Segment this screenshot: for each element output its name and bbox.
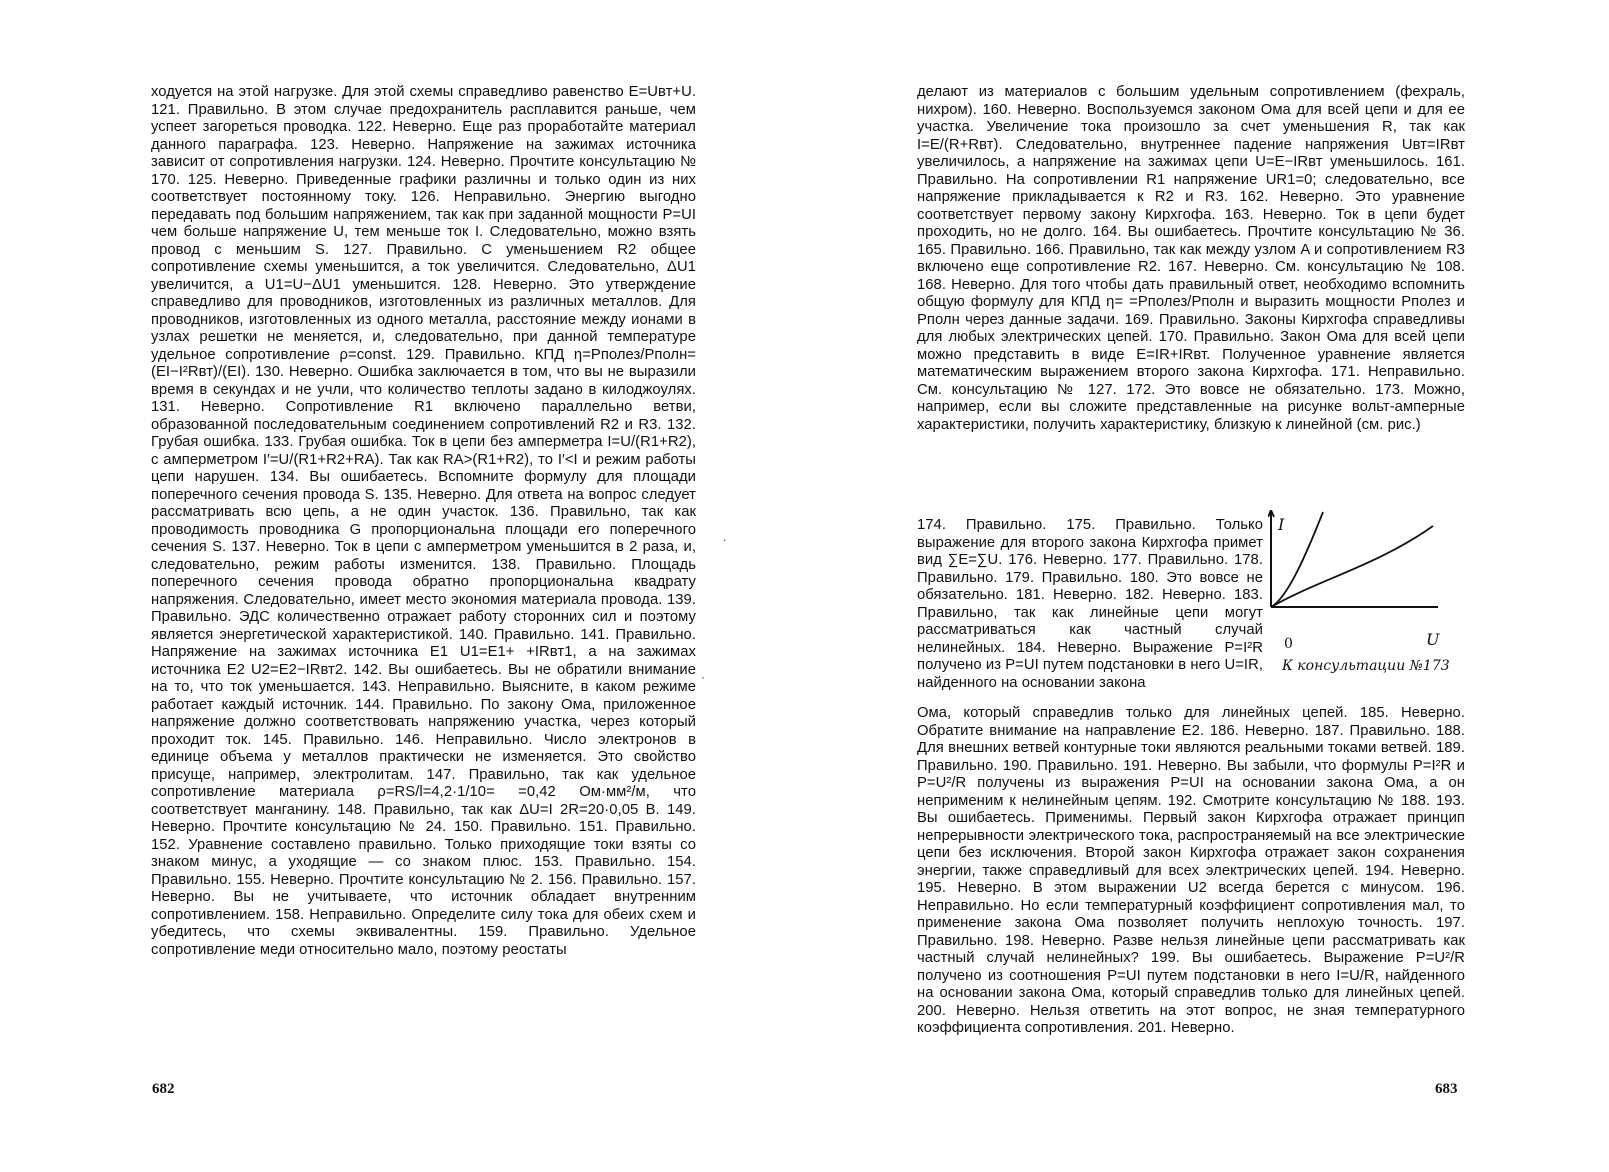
volt-ampere-figure [1268, 510, 1473, 685]
margin-mark: . [723, 530, 727, 544]
right-page-text-beside-figure: 174. Правильно. 175. Правильно. Только выражение для второго закона Кирхгофа примет вид ∑E=∑U. 176. Неверно. 177. Правильно. 178. Правильно. 179. Правильно. 180. Это вовсе не обязательно. 181. Неверно. 182. Неверно. 183. Правильно, так как линейные цепи могут рассматриваться как частный случай нелинейных. 184. Неверно. Выражение P=I²R получено из P=UI путем подстановки в него U=IR, найденного на основании закона [917, 517, 1263, 691]
figure-caption: К консультации №173 [1282, 658, 1450, 674]
page-number-right: 683 [1435, 1081, 1458, 1097]
axis-i-label: I [1278, 515, 1285, 534]
origin-label: 0 [1284, 636, 1293, 652]
right-page-text-top: делают из материалов с большим удельным сопротивлением (фехраль, нихром). 160. Неверно. Воспользуемся законом Ома для всей цепи и для ее участка. Увеличение тока произошло за счет уменьшения R, так как I=E/(R+Rвт). Следовательно, внутреннее падение напряжения Uвт=IRвт увеличилось, а напряжение на зажимах цепи U=E−IRвт уменьшилось. 161. Правильно. На сопротивлении R1 напряжение UR1=0; следовательно, все напряжение прикладывается к R2 и R3. 162. Неверно. Это уравнение соответствует первому закону Кирхгофа. 163. Неверно. Ток в цепи будет проходить, но не долго. 164. Вы ошибаетесь. Прочтите консультацию № 36. 165. Правильно. 166. Правильно, так как между узлом A и сопротивлением R3 включено еще сопротивление R2. 167. Неверно. См. консультацию № 108. 168. Неверно. Для того чтобы дать правильный ответ, необходимо вспомнить общую формулу для КПД η= =Pполез/Pполн и выразить мощности Pполез и Pполн через данные задачи. 169. Правильно. Законы Кирхгофа справедливы для любых электрических цепей. 170. Правильно. Закон Ома для всей цепи можно представить в виде E=IR+IRвт. Полученное уравнение является математическим выражением второго закона Кирхгофа. 171. Неправильно. См. консультацию № 127. 172. Это вовсе не обязательно. 173. Можно, например, если вы сложите представленные на рисунке вольт-амперные характеристики, получить характеристику, близкую к линейной (см. рис.) [917, 84, 1465, 433]
left-page-text: ходуется на этой нагрузке. Для этой схемы справедливо равенство E=Uвт+U. 121. Правильно. В этом случае предохранитель расплавится раньше, чем успеет загореться проводка. 122. Неверно. Еще раз проработайте материал данного параграфа. 123. Неверно. Напряжение на зажимах источника зависит от сопротивления нагрузки. 124. Неверно. Прочтите консультацию № 170. 125. Неверно. Приведенные графики различны и только один из них соответствует постоянному току. 126. Неправильно. Энергию выгодно передавать под большим напряжением, так как при заданной мощности P=UI чем больше напряжение U, тем меньше ток I. Следовательно, можно взять провод с меньшим S. 127. Правильно. С уменьшением R2 общее сопротивление схемы уменьшится, а ток увеличится. Следовательно, ΔU1 увеличится, а U1=U−ΔU1 уменьшится. 128. Неверно. Это утверждение справедливо для проводников, изготовленных из различных металлов. Для проводников, изготовленных из одного металла, расстояние между ионами в узлах решетки не меняется, и, следовательно, при данной температуре удельное сопротивление ρ=const. 129. Правильно. КПД η=Pполез/Pполн=(EI−I²Rвт)/(EI). 130. Неверно. Ошибка заключается в том, что вы не выразили время в секундах и не учли, что количество теплоты задано в килоджоулях. 131. Неверно. Сопротивление R1 включено параллельно ветви, образованной последовательным соединением сопротивлений R2 и R3. 132. Грубая ошибка. 133. Грубая ошибка. Ток в цепи без амперметра I=U/(R1+R2), с амперметром I′=U/(R1+R2+RA). Так как RA>(R1+R2), то I′<I и режим работы цепи нарушен. 134. Вы ошибаетесь. Вспомните формулу для площади поперечного сечения провода S. 135. Неверно. Для ответа на вопрос следует рассматривать всю цепь, а не один участок. 136. Правильно, так как проводимость проводника G пропорциональна площади его поперечного сечения S. 137. Неверно. Ток в цепи с амперметром уменьшится в 2 раза, и, следовательно, режим работы изменится. 138. Правильно. Площадь поперечного сечения провода обратно пропорциональна квадрату напряжения. Следовательно, имеет место экономия материала провода. 139. Правильно. ЭДС количественно отражает работу сторонних сил и поэтому является энергетической характеристикой. 140. Правильно. 141. Правильно. Напряжение на зажимах источника E1 U1=E1+ +IRвт1, а на зажимах источника E2 U2=E2−IRвт2. 142. Вы ошибаетесь. Вы не обратили внимание на то, что ток уменьшается. 143. Неправильно. Выясните, в каком режиме работает каждый источник. 144. Правильно. По закону Ома, приложенное напряжение должно соответствовать напряжению участка, через который проходит ток. 145. Правильно. 146. Неправильно. Число электронов в единице объема у металлов практически не изменяется. Это свойство присуще, например, электролитам. 147. Правильно, так как удельное сопротивление материала ρ=RS/l=4,2·1/10= =0,42 Ом·мм²/м, что соответствует манганину. 148. Правильно, так как ΔU=I 2R=20·0,05 В. 149. Неверно. Прочтите консультацию № 24. 150. Правильно. 151. Правильно. 152. Уравнение составлено правильно. Только приходящие токи взяты со знаком минус, а уходящие — со знаком плюс. 153. Правильно. 154. Правильно. 155. Неверно. Прочтите консультацию № 2. 156. Правильно. 157. Неверно. Вы не учитываете, что источник обладает внутренним сопротивлением. 158. Неправильно. Определите силу тока для обеих схем и убедитесь, что схемы эквивалентны. 159. Правильно. Удельное сопротивление меди относительно мало, поэтому реостаты [151, 84, 696, 958]
margin-mark: · [701, 670, 705, 684]
right-page-text-bottom: Ома, который справедлив только для линейных цепей. 185. Неверно. Обратите внимание на направление E2. 186. Неверно. 187. Правильно. 188. Для внешних ветвей контурные токи являются реальными токами ветвей. 189. Правильно. 190. Правильно. 191. Неверно. Вы забыли, что формулы P=I²R и P=U²/R получены из выражения P=UI на основании закона Ома, а он неприменим к нелинейным цепям. 192. Смотрите консультацию № 188. 193. Вы ошибаетесь. Применимы. Первый закон Кирхгофа отражает принцип непрерывности электрического тока, распространяемый на все электрические цепи без исключения. Второй закон Кирхгофа отражает закон сохранения энергии, также справедливый для всех электрических цепей. 194. Неверно. 195. Неверно. В этом выражении U2 всегда берется с минусом. 196. Неправильно. Но если температурный коэффициент сопротивления мал, то применение закона Ома позволяет получить неплохую точность. 197. Правильно. 198. Неверно. Разве нельзя линейные цепи рассматривать как частный случай нелинейных? 199. Вы ошибаетесь. Выражение P=U²/R получено из соотношения P=UI путем подстановки в него I=U/R, найденного на основании закона Ома, который справедлив только для линейных цепей. 200. Неверно. Нельзя ответить на этот вопрос, не зная температурного коэффициента сопротивления. 201. Неверно. [917, 705, 1465, 1036]
axis-u-label: U [1426, 630, 1440, 649]
page-number-left: 682 [152, 1081, 175, 1097]
characteristic-curve-shallow [1271, 526, 1433, 607]
